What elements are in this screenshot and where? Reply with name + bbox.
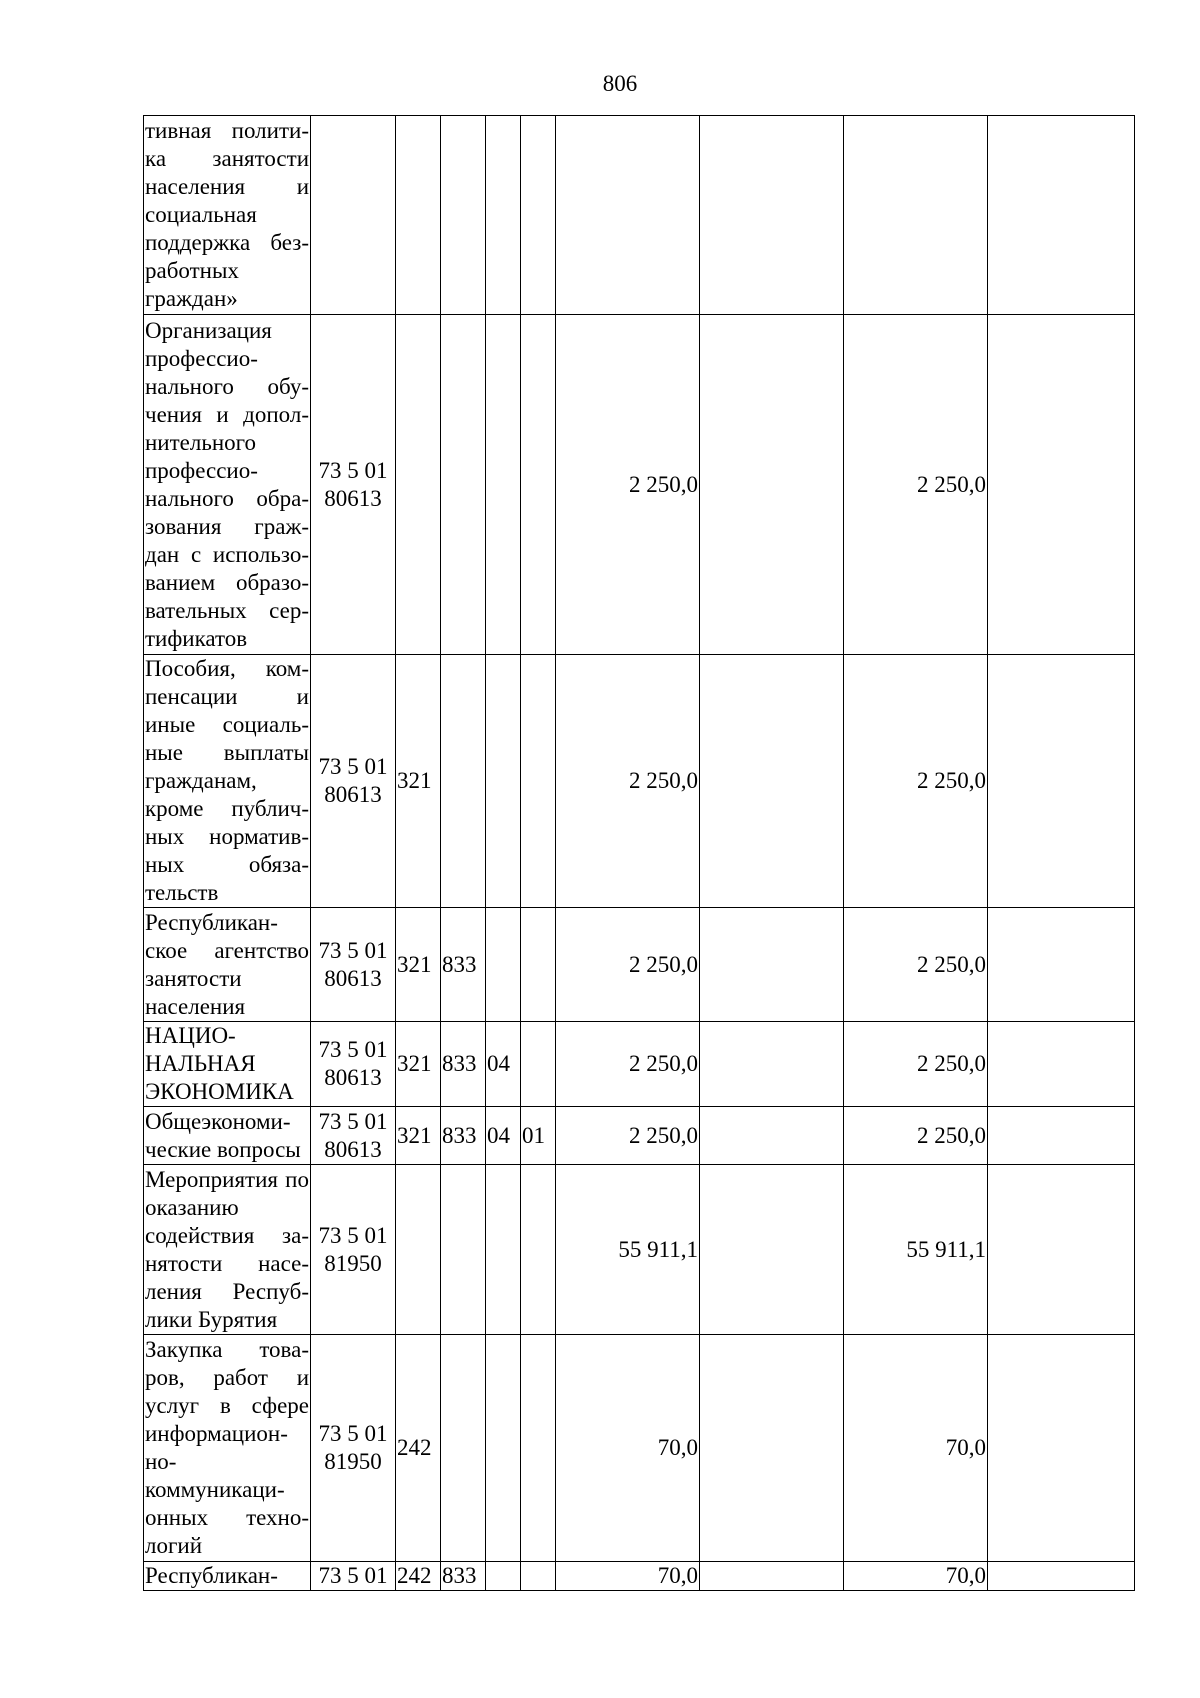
section-cell: 04: [486, 1107, 521, 1165]
amount-cell-1: 2 250,0: [556, 1022, 700, 1107]
subsection-cell: [521, 1165, 556, 1335]
amount-cell-3: 2 250,0: [844, 1022, 988, 1107]
amount-cell-4: [988, 116, 1135, 315]
amount-cell-4: [988, 315, 1135, 655]
target-code-cell: [311, 116, 396, 315]
grbs-cell: 833: [441, 1022, 486, 1107]
amount-cell-1: 2 250,0: [556, 315, 700, 655]
grbs-cell: [441, 116, 486, 315]
amount-cell-2: [700, 655, 844, 908]
expense-type-cell: 242: [396, 1562, 441, 1591]
table-row: [144, 1107, 1135, 1165]
amount-cell-4: [988, 1022, 1135, 1107]
row-name-cell: тивная полити-ка занятости населения и социальная поддержка без-работных граждан»: [144, 116, 311, 315]
target-code-cell: [311, 1107, 396, 1165]
amount-cell-4: [988, 1165, 1135, 1335]
subsection-cell: [521, 116, 556, 315]
table-row: [144, 908, 1135, 1022]
grbs-cell: [441, 1335, 486, 1562]
table-row: [144, 1165, 1135, 1335]
row-name-cell: Мероприятия по оказанию содействия за-нятости насе-ления Респуб-лики Бурятия: [144, 1165, 311, 1335]
expense-type-cell: 321: [396, 1107, 441, 1165]
budget-table: [143, 115, 1135, 1591]
code-part-1: 73 5 01: [318, 1222, 388, 1248]
amount-cell-1: 2 250,0: [556, 1107, 700, 1165]
row-name-cell: НАЦИО-НАЛЬНАЯ ЭКОНОМИКА: [144, 1022, 311, 1107]
code-part-2: 81950: [324, 1250, 382, 1276]
amount-cell-1: 55 911,1: [556, 1165, 700, 1335]
target-code-cell: [311, 1022, 396, 1107]
expense-type-cell: 321: [396, 655, 441, 908]
expense-type-cell: [396, 315, 441, 655]
expense-type-cell: 321: [396, 908, 441, 1022]
row-name-cell: Общеэкономи-ческие вопросы: [144, 1107, 311, 1165]
code-part-2: 80613: [324, 1136, 382, 1162]
amount-cell-1: 70,0: [556, 1562, 700, 1591]
amount-cell-3: 2 250,0: [844, 908, 988, 1022]
subsection-cell: [521, 655, 556, 908]
subsection-cell: [521, 1022, 556, 1107]
row-name-cell: Закупка това-ров, работ и услуг в сфере информацион-но-коммуникаци-онных техно-логий: [144, 1335, 311, 1562]
expense-type-cell: 242: [396, 1335, 441, 1562]
amount-cell-2: [700, 1335, 844, 1562]
code-part-2: 80613: [324, 782, 382, 807]
target-code-cell: [311, 1165, 396, 1335]
table-row: [144, 1022, 1135, 1107]
amount-cell-2: [700, 1562, 844, 1591]
grbs-cell: 833: [441, 908, 486, 1022]
section-cell: [486, 1165, 521, 1335]
amount-cell-1: 2 250,0: [556, 655, 700, 908]
row-name-cell: Организация профессио-нального обу-чения и допол-нительного профессио-нального обра-зования граж-дан с использо-ванием образо-вательных сер-тификатов: [144, 315, 311, 655]
code-part-1: 73 5 01: [318, 937, 388, 963]
table-row: [144, 655, 1135, 908]
grbs-cell: [441, 655, 486, 908]
amount-cell-4: [988, 1562, 1135, 1591]
amount-cell-3: 70,0: [844, 1335, 988, 1562]
code-part-2: 80613: [324, 965, 382, 991]
amount-cell-2: [700, 116, 844, 315]
grbs-cell: [441, 315, 486, 655]
code-part-1: 73 5 01: [318, 457, 388, 483]
amount-cell-3: 2 250,0: [844, 655, 988, 908]
section-cell: 04: [486, 1022, 521, 1107]
table-row: [144, 315, 1135, 655]
code-part-1: 73 5 01: [318, 1563, 388, 1588]
subsection-cell: 01: [521, 1107, 556, 1165]
expense-type-cell: 321: [396, 1022, 441, 1107]
amount-cell-3: 70,0: [844, 1562, 988, 1591]
amount-cell-2: [700, 1107, 844, 1165]
amount-cell-1: 2 250,0: [556, 908, 700, 1022]
subsection-cell: [521, 315, 556, 655]
code-part-1: 73 5 01: [318, 1108, 388, 1134]
amount-cell-4: [988, 908, 1135, 1022]
subsection-cell: [521, 1335, 556, 1562]
amount-cell-4: [988, 1107, 1135, 1165]
table-row: [144, 1335, 1135, 1562]
amount-cell-3: 55 911,1: [844, 1165, 988, 1335]
grbs-cell: [441, 1165, 486, 1335]
code-part-1: 73 5 01: [318, 1037, 388, 1062]
amount-cell-2: [700, 1165, 844, 1335]
amount-cell-2: [700, 908, 844, 1022]
row-name-cell: Республикан-: [144, 1562, 311, 1591]
target-code-cell: [311, 315, 396, 655]
amount-cell-3: 2 250,0: [844, 1107, 988, 1165]
section-cell: [486, 908, 521, 1022]
amount-cell-2: [700, 1022, 844, 1107]
amount-cell-2: [700, 315, 844, 655]
subsection-cell: [521, 908, 556, 1022]
code-part-2: 81950: [324, 1449, 382, 1474]
amount-cell-3: 2 250,0: [844, 315, 988, 655]
table-row: [144, 1562, 1135, 1591]
target-code-cell: [311, 1335, 396, 1562]
code-part-2: 80613: [324, 1065, 382, 1090]
grbs-cell: 833: [441, 1562, 486, 1591]
page-number: 806: [602, 71, 638, 96]
row-name-cell: Пособия, ком-пенсации и иные социаль-ные выплаты гражданам, кроме публич-ных норматив-ных обяза-тельств: [144, 655, 311, 908]
amount-cell-1: 70,0: [556, 1335, 700, 1562]
code-part-1: 73 5 01: [318, 754, 388, 779]
subsection-cell: [521, 1562, 556, 1591]
row-name-cell: Республикан-ское агентство занятости населения: [144, 908, 311, 1022]
target-code-cell: [311, 908, 396, 1022]
expense-type-cell: [396, 1165, 441, 1335]
target-code-cell: [311, 1562, 396, 1591]
section-cell: [486, 315, 521, 655]
section-cell: [486, 1562, 521, 1591]
section-cell: [486, 116, 521, 315]
target-code-cell: [311, 655, 396, 908]
expense-type-cell: [396, 116, 441, 315]
amount-cell-1: [556, 116, 700, 315]
amount-cell-4: [988, 1335, 1135, 1562]
grbs-cell: 833: [441, 1107, 486, 1165]
section-cell: [486, 1335, 521, 1562]
code-part-1: 73 5 01: [318, 1421, 388, 1446]
section-cell: [486, 655, 521, 908]
code-part-2: 80613: [324, 485, 382, 511]
amount-cell-3: [844, 116, 988, 315]
table-row: [144, 116, 1135, 315]
amount-cell-4: [988, 655, 1135, 908]
